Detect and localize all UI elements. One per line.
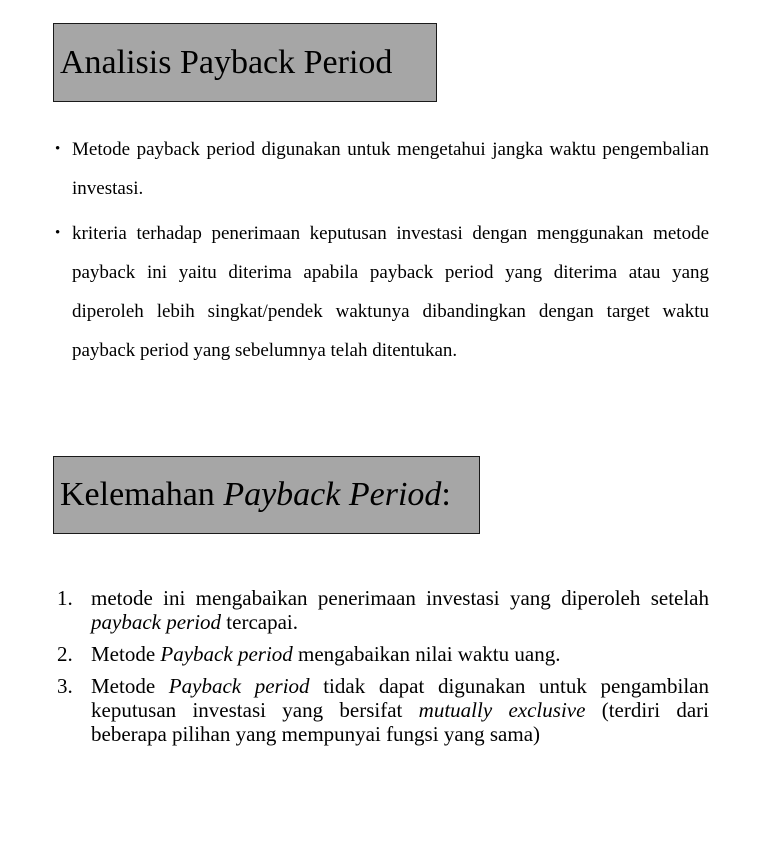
list-text: tidak dapat digunakan untuk pengambilan keputusan investasi yang bersifat [91, 674, 709, 722]
list-number: 2. [57, 642, 73, 666]
list-text: mengabaikan nilai waktu uang. [292, 642, 561, 666]
section-title-text: Kelemahan [60, 476, 215, 513]
section-title-kelemahan [53, 456, 480, 534]
numbered-list [57, 586, 709, 754]
list-item [57, 586, 709, 634]
bullet-item [55, 214, 709, 370]
bullet-list [55, 130, 709, 376]
list-text: (terdiri dari beberapa pilihan yang mempunyai fungsi yang sama) [91, 698, 709, 746]
section-title-italic: Payback Period [223, 476, 442, 513]
list-text: tercapai. [221, 610, 298, 634]
section-title-analisis [53, 23, 437, 102]
list-item [57, 674, 709, 746]
list-text: metode ini mengabaikan penerimaan investasi yang diperoleh setelah [91, 586, 709, 610]
list-item [57, 642, 709, 666]
list-text: Metode [91, 642, 161, 666]
bullet-dot-icon: • [55, 225, 61, 241]
list-text-italic: mutually exclusive [418, 698, 586, 722]
list-text: Metode [91, 674, 169, 698]
bullet-text: kriteria terhadap penerimaan keputusan investasi dengan menggunakan metode payback ini yaitu diterima apabila payback period yang diterima atau yang diperoleh lebih singkat/pendek waktunya dibandingkan dengan target waktu payback period yang sebelumnya telah ditentukan. [72, 223, 709, 361]
list-number: 1. [57, 586, 73, 610]
section-title-text: Analisis Payback Period [60, 43, 393, 81]
section-title-suffix: : [441, 476, 451, 513]
bullet-text: Metode payback period digunakan untuk mengetahui jangka waktu pengembalian investasi. [72, 139, 709, 199]
list-text-italic: Payback period [168, 674, 310, 698]
list-text-italic: Payback period [160, 642, 293, 666]
list-text-italic: payback period [91, 610, 222, 634]
list-number: 3. [57, 674, 73, 698]
bullet-dot-icon: • [55, 141, 61, 157]
bullet-item [55, 130, 709, 208]
